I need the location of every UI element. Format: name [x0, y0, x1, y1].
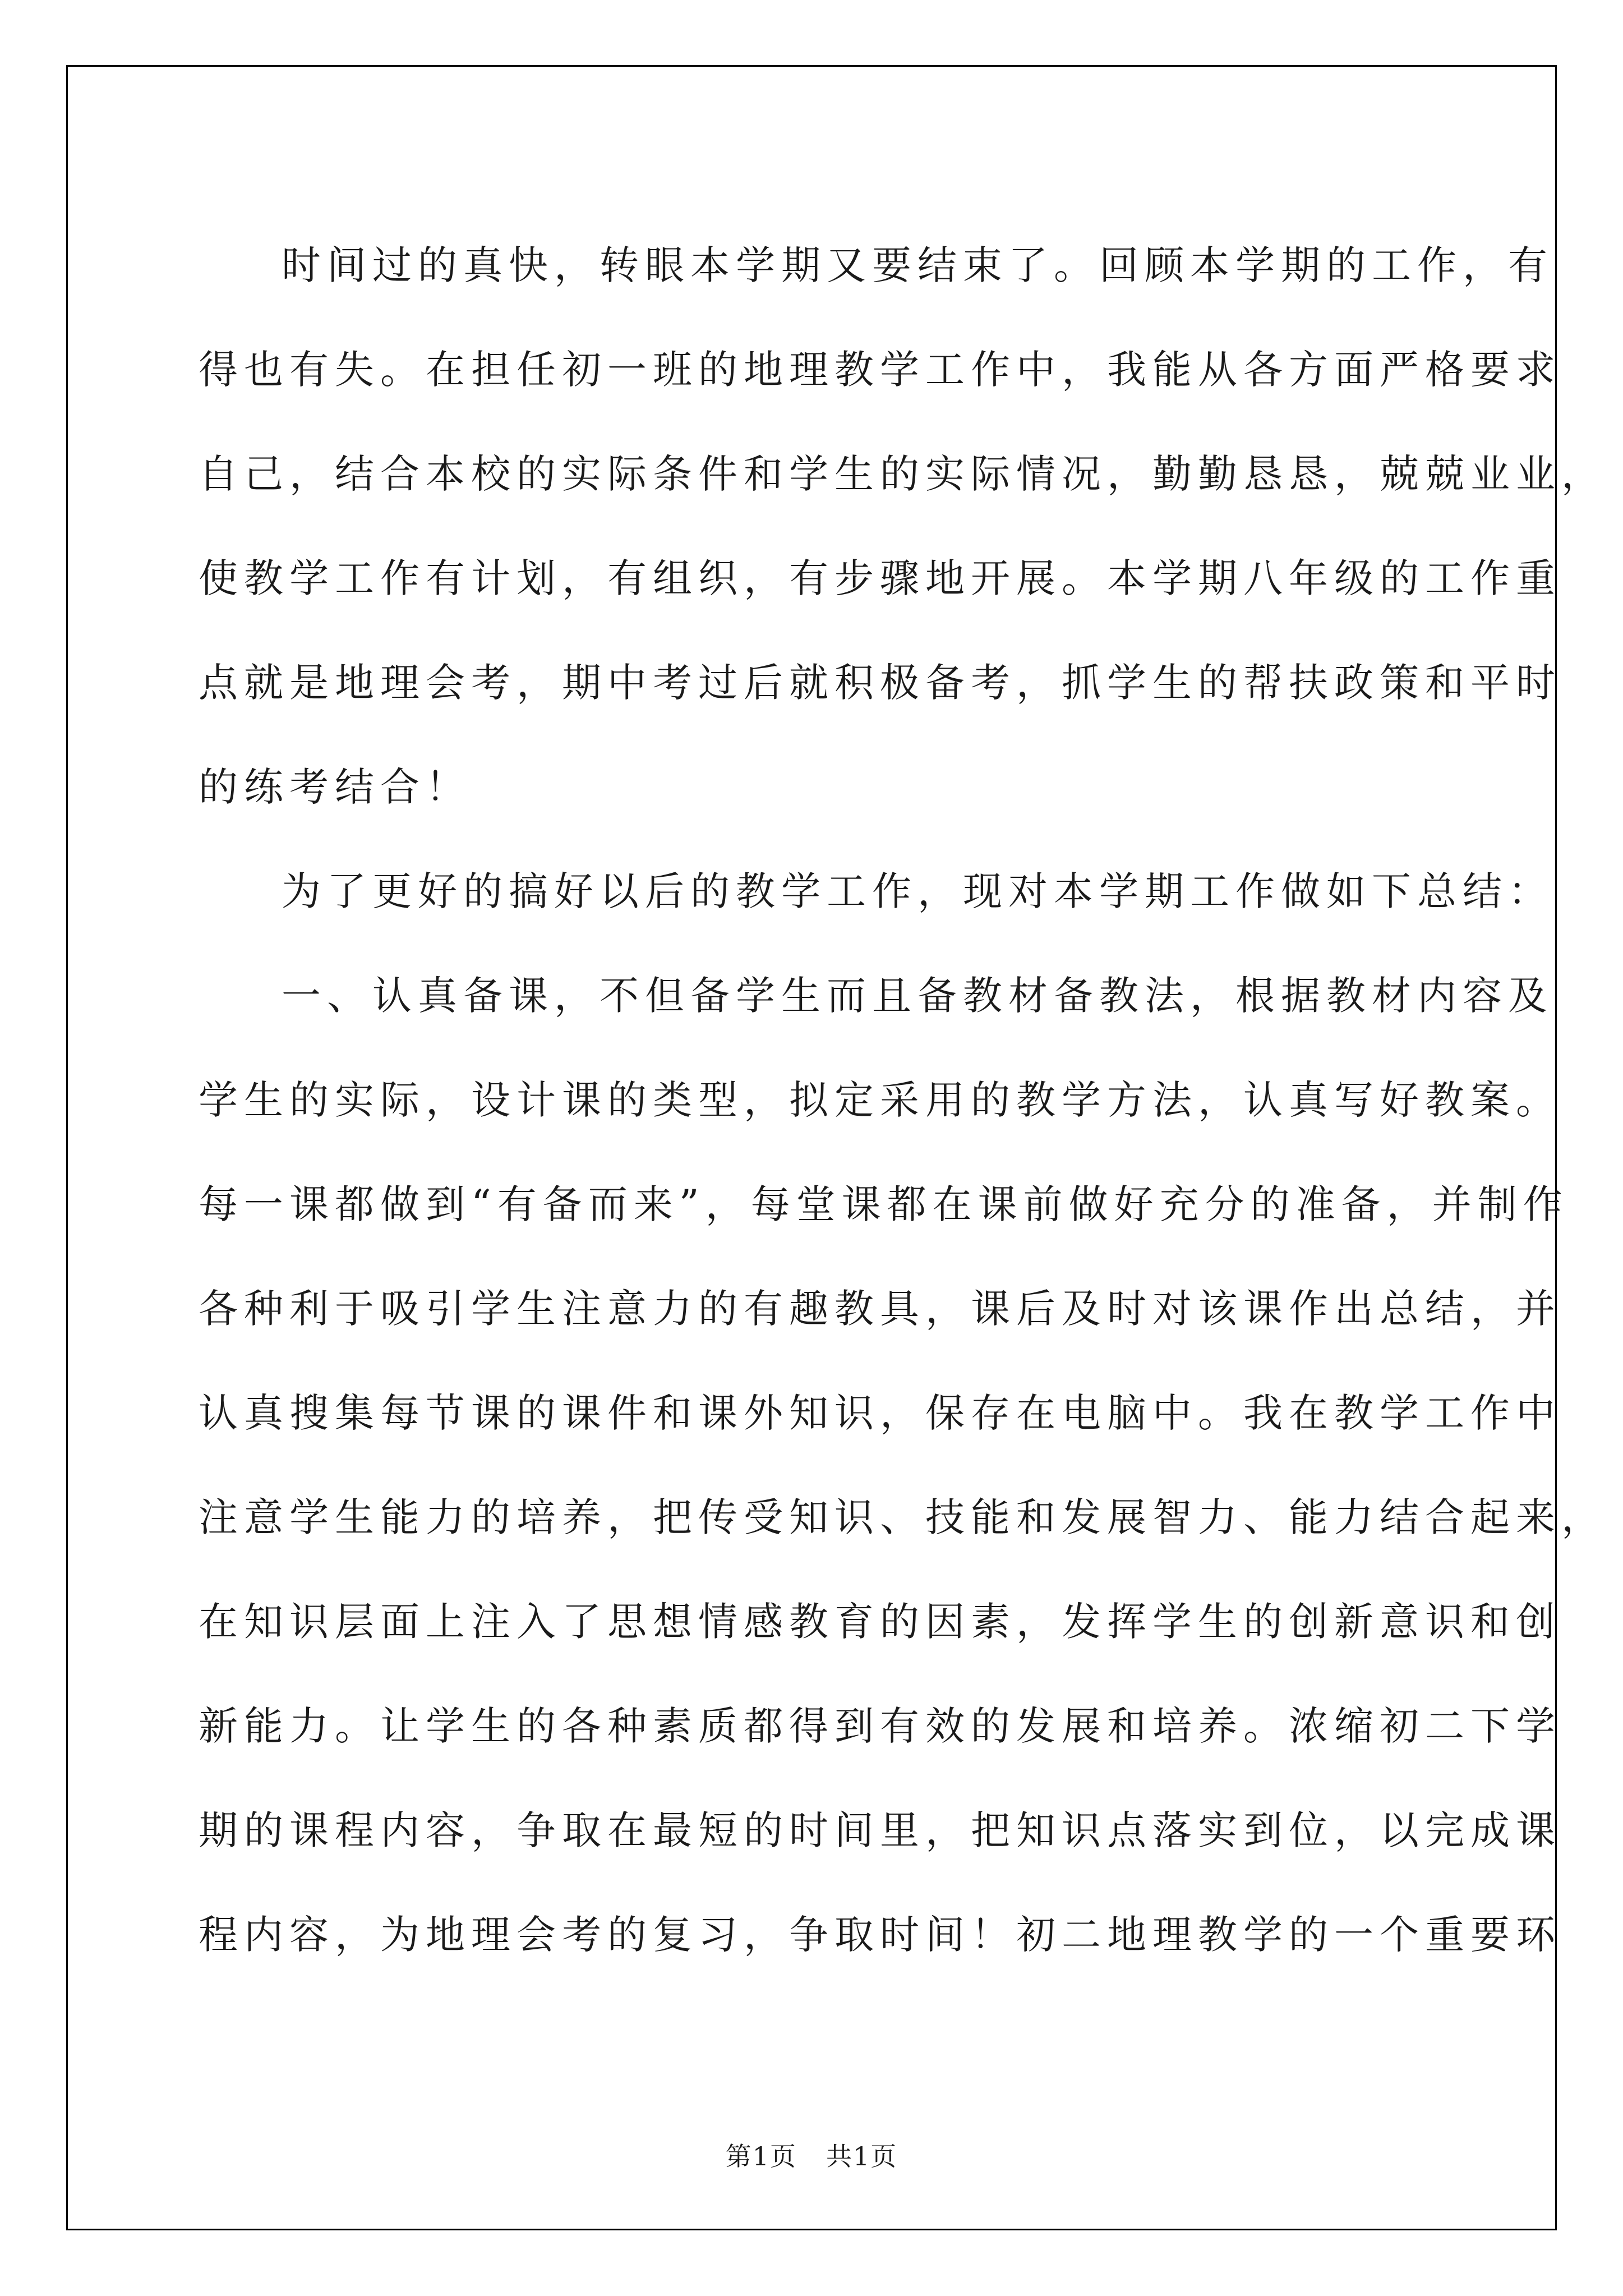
text-line: 在知识层面上注入了思想情感教育的因素，发挥学生的创新意识和创 [199, 1599, 1561, 1645]
text-line: 使教学工作有计划，有组织，有步骤地开展。本学期八年级的工作重 [199, 555, 1561, 601]
text-line: 的练考结合！ [199, 764, 471, 810]
text-line: 为了更好的搞好以后的教学工作，现对本学期工作做如下总结： [282, 868, 1553, 914]
text-line: 认真搜集每节课的课件和课外知识，保存在电脑中。我在教学工作中 [199, 1390, 1561, 1436]
text-line: 学生的实际，设计课的类型，拟定采用的教学方法，认真写好教案。 [199, 1077, 1561, 1123]
text-line: 时间过的真快，转眼本学期又要结束了。回顾本学期的工作，有 [282, 242, 1553, 288]
text-line: 自己，结合本校的实际条件和学生的实际情况，勤勤恳恳，兢兢业业， [199, 451, 1607, 497]
text-line: 一、认真备课，不但备学生而且备教材备教法，根据教材内容及 [282, 973, 1553, 1019]
text-line: 新能力。让学生的各种素质都得到有效的发展和培养。浓缩初二下学 [199, 1703, 1561, 1749]
page-number: 第1页 [725, 2141, 797, 2171]
page-total: 共1页 [826, 2141, 898, 2171]
text-line: 得也有失。在担任初一班的地理教学工作中，我能从各方面严格要求 [199, 347, 1561, 393]
text-line: 期的课程内容，争取在最短的时间里，把知识点落实到位，以完成课 [199, 1807, 1561, 1853]
text-line: 程内容，为地理会考的复习，争取时间！初二地理教学的一个重要环 [199, 1912, 1561, 1958]
document-body [199, 213, 1607, 1987]
text-line: 各种利于吸引学生注意力的有趣教具，课后及时对该课作出总结，并 [199, 1286, 1561, 1332]
text-line: 注意学生能力的培养，把传受知识、技能和发展智力、能力结合起来， [199, 1494, 1607, 1540]
text-line: 点就是地理会考，期中考过后就积极备考，抓学生的帮扶政策和平时 [199, 660, 1561, 706]
text-line: 每一课都做到“有备而来”，每堂课都在课前做好充分的准备，并制作 [199, 1181, 1569, 1227]
page-footer [0, 2136, 1623, 2173]
